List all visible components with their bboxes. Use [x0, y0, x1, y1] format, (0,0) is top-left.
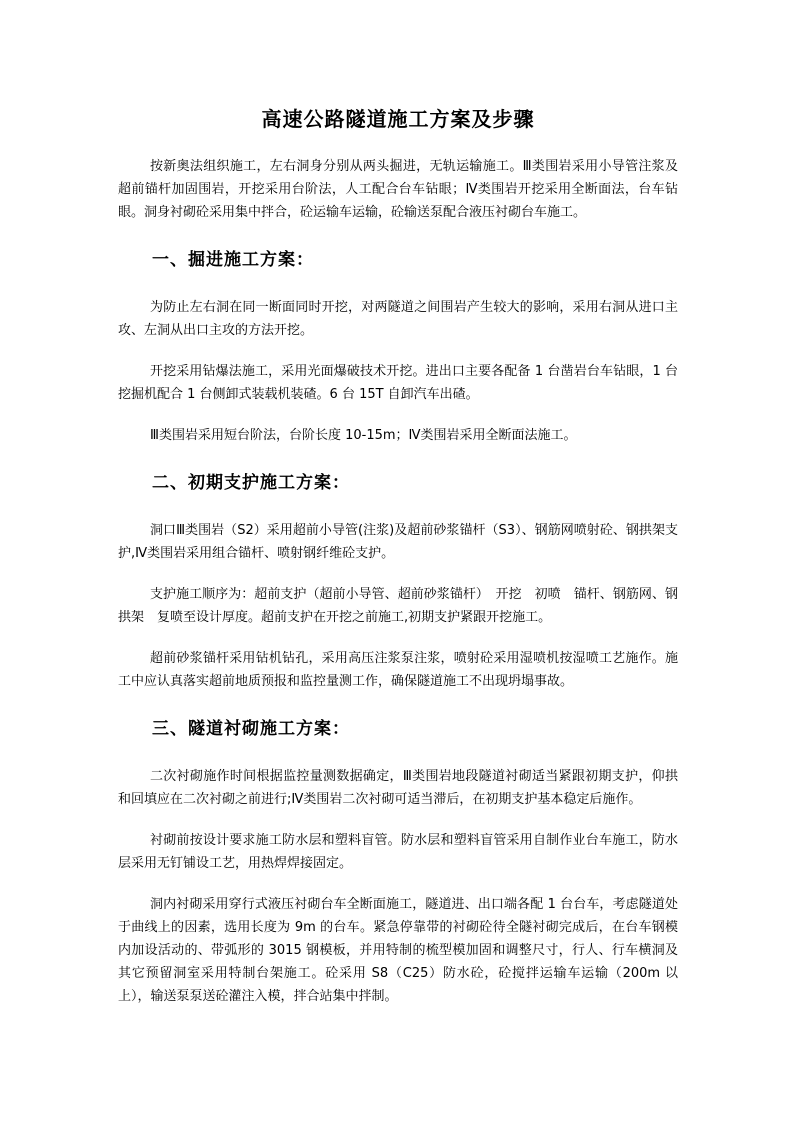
paragraph-spacer [118, 629, 678, 647]
paragraph-spacer [118, 406, 678, 424]
paragraph-spacer [118, 875, 678, 893]
document-title: 高速公路隧道施工方案及步骤 [261, 107, 535, 131]
paragraph: 洞内衬砌采用穿行式液压衬砌台车全断面施工，隧道进、出口端各配 1 台台车，考虑隧道处于曲线上的因素，选用长度为 9m 的台车。紧急停靠带的衬砌砼待全隧衬砌完成后，在台车钢模内加设活动的、带弧形的 3015 钢模板，并用特制的梳型模加固和调整尺寸，行人、行车横洞及其它预留洞室采用特制台架施工。砼采用 S8（C25）防水砼，砼搅拌运输车运输（200m 以上），输送泵泵送砼灌注入模，拌合站集中拌制。 [118, 897, 678, 1004]
section-heading-excavation: 一、掘进施工方案： [152, 250, 314, 270]
paragraph: 支护施工顺序为：超前支护（超前小导管、超前砂浆锚杆） 开挖 初喷 锚杆、钢筋网、钢拱架 复喷至设计厚度。超前支护在开挖之前施工,初期支护紧跟开挖施工。 [118, 587, 678, 625]
paragraph-spacer [118, 565, 678, 583]
paragraph-spacer [118, 811, 678, 829]
section-heading-initial-support: 二、初期支护施工方案： [152, 473, 350, 493]
intro-paragraph: 按新奥法组织施工，左右洞身分别从两头掘进，无轨运输施工。Ⅲ类围岩采用小导管注浆及超前锚杆加固围岩，开挖采用台阶法，人工配合台车钻眼；Ⅳ类围岩开挖采用全断面法，台车钻眼。洞身衬砌砼采用集中拌合，砼运输车运输，砼输送泵配合液压衬砌台车施工。 [118, 159, 678, 220]
paragraph: Ⅲ类围岩采用短台阶法，台阶长度 10-15m；Ⅳ类围岩采用全断面法施工。 [150, 428, 577, 443]
section-heading-lining: 三、隧道衬砌施工方案： [152, 719, 350, 739]
document-body [118, 105, 678, 1008]
paragraph: 洞口Ⅲ类围岩（S2）采用超前小导管(注浆)及超前砂浆锚杆（S3）、钢筋网喷射砼、钢拱架支护,Ⅳ类围岩采用组合锚杆、喷射钢纤维砼支护。 [118, 523, 678, 561]
paragraph: 超前砂浆锚杆采用钻机钻孔，采用高压注浆泵注浆，喷射砼采用湿喷机按湿喷工艺施作。施工中应认真落实超前地质预报和监控量测工作，确保隧道施工不出现坍塌事故。 [118, 651, 678, 689]
paragraph: 二次衬砌施作时间根据监控量测数据确定，Ⅲ类围岩地段隧道衬砌适当紧跟初期支护，仰拱和回填应在二次衬砌之前进行;Ⅳ类围岩二次衬砌可适当滞后，在初期支护基本稳定后施作。 [118, 769, 678, 807]
paragraph-spacer [118, 342, 678, 360]
paragraph: 为防止左右洞在同一断面同时开挖，对两隧道之间围岩产生较大的影响，采用右洞从进口主攻、左洞从出口主攻的方法开挖。 [118, 300, 678, 338]
paragraph: 衬砌前按设计要求施工防水层和塑料盲管。防水层和塑料盲管采用自制作业台车施工，防水层采用无钉铺设工艺，用热焊焊接固定。 [118, 833, 678, 871]
paragraph: 开挖采用钻爆法施工，采用光面爆破技术开挖。进出口主要各配备 1 台凿岩台车钻眼，1 台挖掘机配合 1 台侧卸式装载机装碴。6 台 15T 自卸汽车出碴。 [118, 364, 678, 402]
